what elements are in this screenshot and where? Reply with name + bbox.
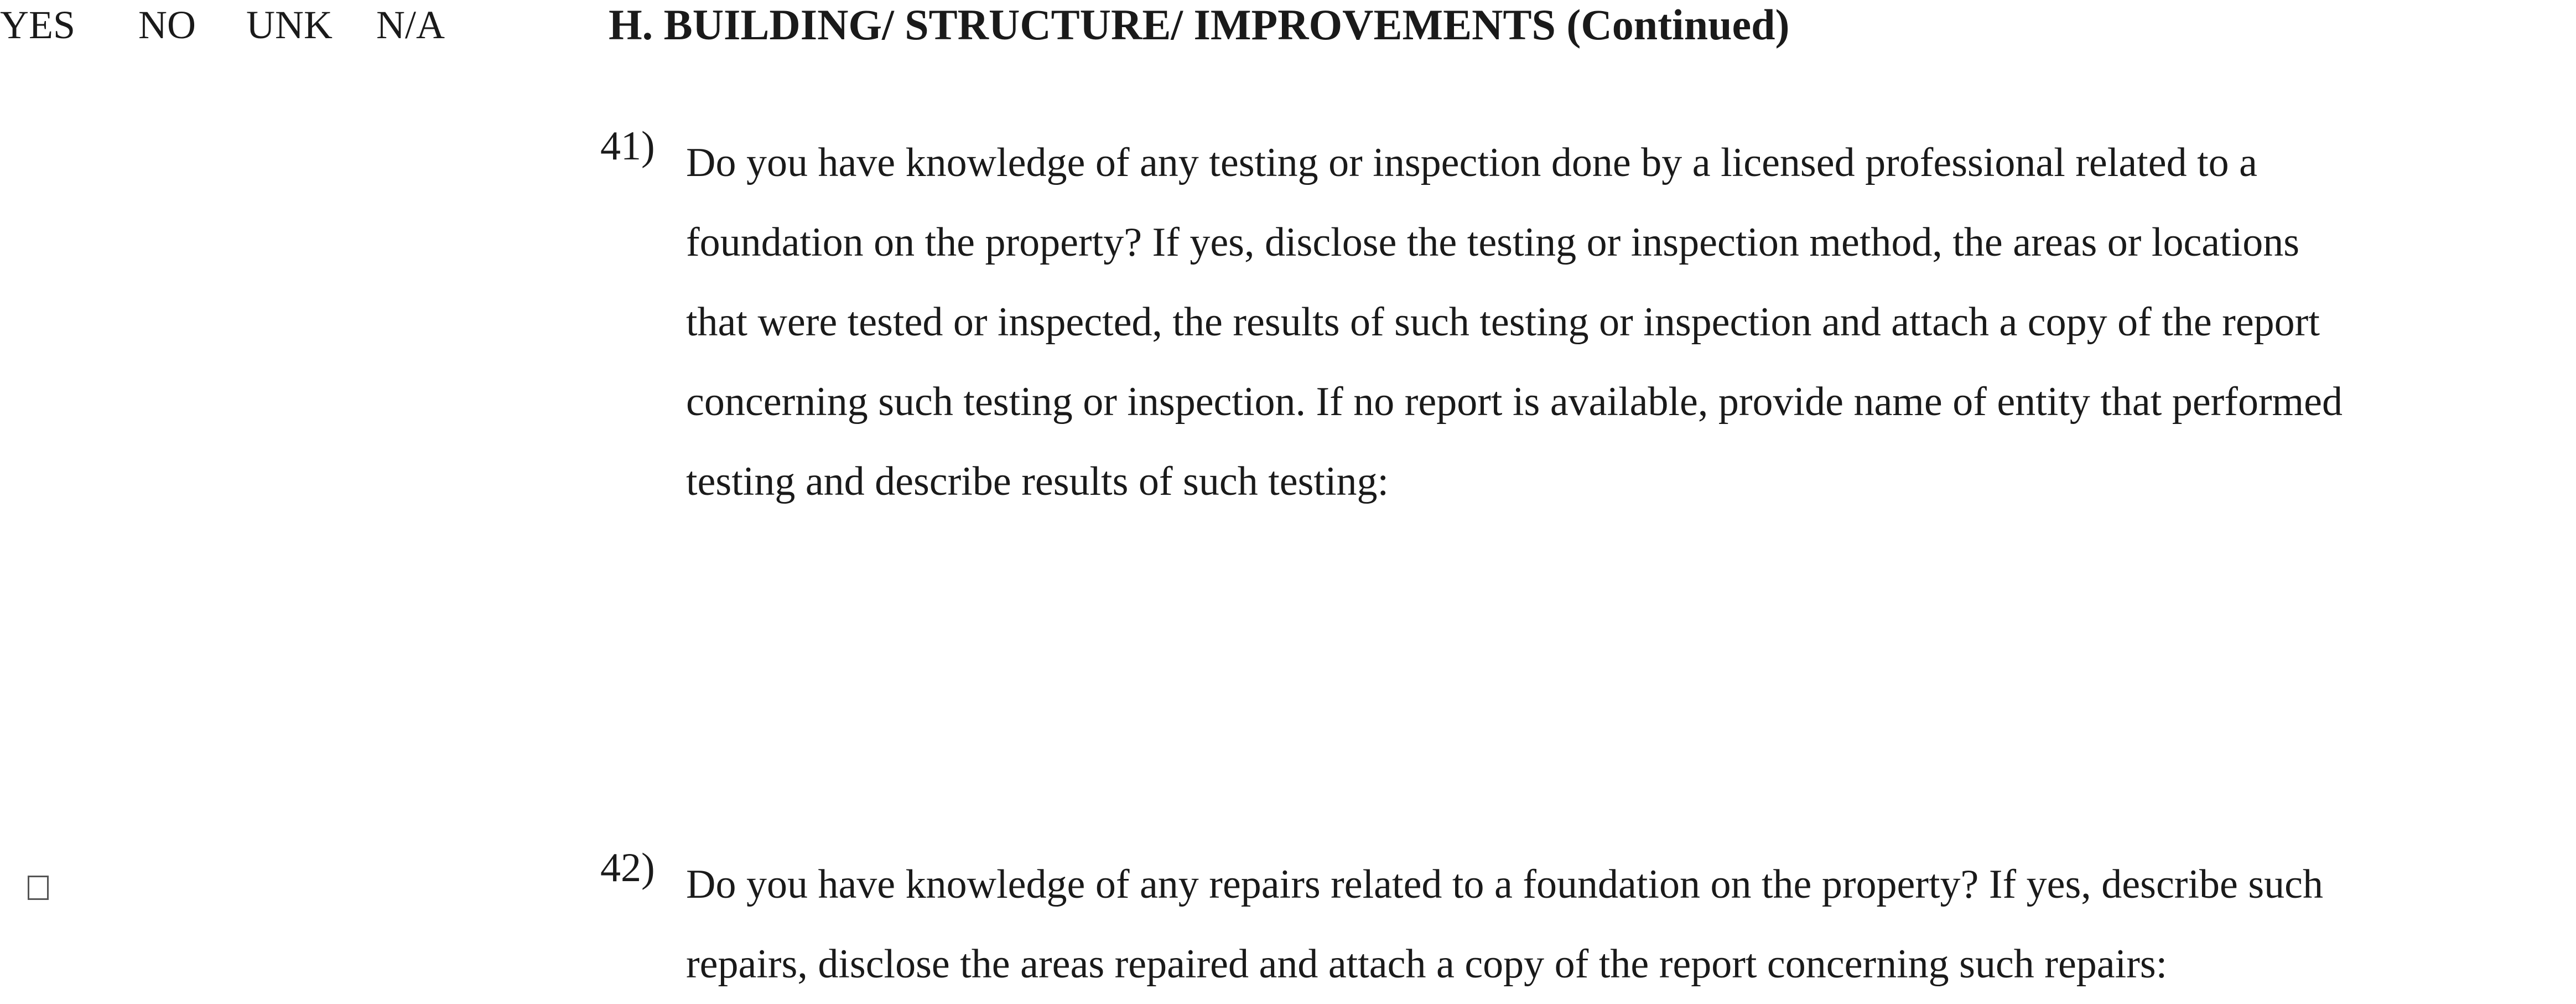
column-header-yes: YES [0, 3, 76, 47]
column-header-na: N/A [376, 3, 445, 47]
question-text-line: concerning such testing or inspection. If no report is available, provide name of entity that performed [686, 379, 2343, 425]
question-text-line: Do you have knowledge of any testing or inspection done by a licensed professional related to a [686, 140, 2257, 185]
question-text-line: foundation on the property? If yes, disclose the testing or inspection method, the areas or locations [686, 220, 2300, 265]
question-text-line: repairs, disclose the areas repaired and attach a copy of the report concerning such repairs: [686, 941, 2168, 987]
question-text-line: Do you have knowledge of any repairs related to a foundation on the property? If yes, describe such [686, 862, 2323, 907]
section-title: H. BUILDING/ STRUCTURE/ IMPROVEMENTS (Continued) [609, 1, 1790, 49]
question-number: 41) [600, 123, 655, 169]
question-text-line: that were tested or inspected, the results of such testing or inspection and attach a copy of the report [686, 299, 2320, 345]
answer-column-headers [0, 0, 553, 50]
column-header-no: NO [138, 3, 196, 47]
question-text [686, 123, 2570, 521]
question-text [686, 845, 2570, 1004]
question-text-line: testing and describe results of such testing: [686, 459, 1389, 504]
question-number: 42) [600, 845, 655, 891]
question-41 [600, 123, 2570, 521]
column-header-unk: UNK [246, 3, 333, 47]
question-42-yes-checkbox[interactable] [28, 876, 49, 900]
question-42 [600, 845, 2570, 1004]
